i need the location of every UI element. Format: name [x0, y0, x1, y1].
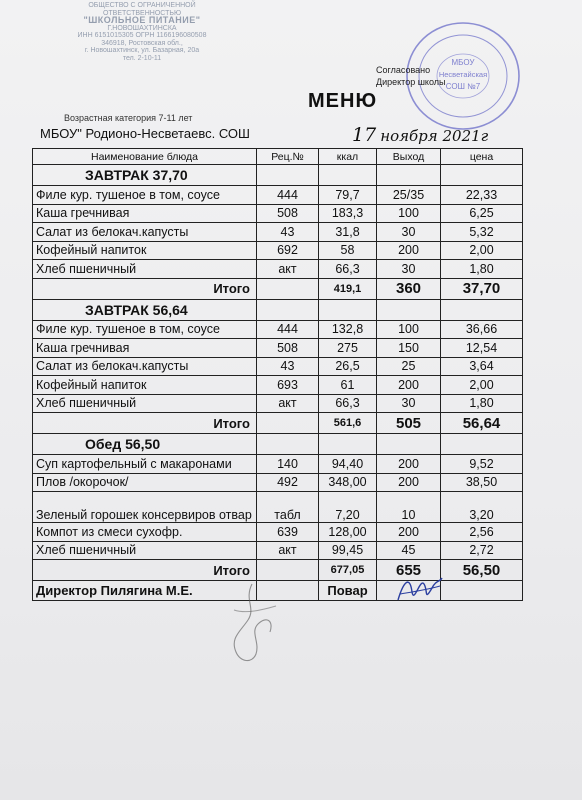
portion-value: 30	[377, 394, 441, 413]
portion-value: 25	[377, 357, 441, 376]
stamp-line: 346918, Ростовская обл.,	[101, 39, 183, 47]
section-title: Обед 56,50	[33, 434, 257, 455]
recipe-number: табл	[257, 492, 319, 523]
dish-name: Хлеб пшеничный	[33, 541, 257, 560]
dish-name: Хлеб пшеничный	[33, 394, 257, 413]
total-price: 56,64	[441, 413, 523, 434]
menu-item-row	[33, 523, 523, 542]
recipe-number: 444	[257, 320, 319, 339]
recipe-number: 43	[257, 357, 319, 376]
menu-item-row	[33, 241, 523, 260]
kcal-value: 128,00	[319, 523, 377, 542]
menu-item-row	[33, 473, 523, 492]
total-label: Итого	[33, 278, 257, 299]
recipe-number: 140	[257, 455, 319, 474]
school-name: МБОУ" Родионо-Несветаевс. СОШ	[40, 126, 250, 141]
table-header	[33, 149, 523, 165]
section-title: ЗАВТРАК 56,64	[33, 299, 257, 320]
portion-value: 200	[377, 523, 441, 542]
recipe-number: 43	[257, 223, 319, 242]
portion-value: 45	[377, 541, 441, 560]
kcal-value: 66,3	[319, 260, 377, 279]
dish-name: Кофейный напиток	[33, 376, 257, 395]
section-title: ЗАВТРАК 37,70	[33, 165, 257, 186]
total-price: 37,70	[441, 278, 523, 299]
breakfast1-section	[33, 165, 523, 300]
kcal-value: 58	[319, 241, 377, 260]
price-value: 38,50	[441, 473, 523, 492]
col-header: Выход	[377, 149, 441, 165]
price-value: 1,80	[441, 394, 523, 413]
price-value: 2,56	[441, 523, 523, 542]
recipe-number: 492	[257, 473, 319, 492]
kcal-value: 275	[319, 339, 377, 358]
cook-signature	[394, 570, 446, 610]
agreed-label: Согласовано	[376, 65, 431, 75]
total-portion: 360	[377, 278, 441, 299]
price-value: 12,54	[441, 339, 523, 358]
kcal-value: 132,8	[319, 320, 377, 339]
kcal-value: 348,00	[319, 473, 377, 492]
total-row	[33, 278, 523, 299]
recipe-number: акт	[257, 541, 319, 560]
col-header: Рец.№	[257, 149, 319, 165]
menu-item-row	[33, 186, 523, 205]
stamp-line: ИНН 6151015305 ОГРН 1166196080508	[77, 32, 207, 39]
dish-name: Зеленый горошек консервиров отвар	[33, 492, 257, 523]
kcal-value: 99,45	[319, 541, 377, 560]
price-value: 3,64	[441, 357, 523, 376]
organization-stamp	[52, 2, 232, 62]
kcal-value: 26,5	[319, 357, 377, 376]
recipe-number: 508	[257, 204, 319, 223]
recipe-number: 444	[257, 186, 319, 205]
recipe-number: 693	[257, 376, 319, 395]
total-portion: 655	[377, 560, 441, 581]
portion-value: 200	[377, 473, 441, 492]
menu-date	[352, 124, 488, 146]
menu-item-row	[33, 260, 523, 279]
director-label: Директор школы	[376, 77, 446, 87]
recipe-number: 639	[257, 523, 319, 542]
lunch-section	[33, 434, 523, 581]
age-category: Возрастная категория 7-11 лет	[64, 113, 193, 123]
portion-value: 200	[377, 241, 441, 260]
portion-value: 150	[377, 339, 441, 358]
price-value: 2,00	[441, 241, 523, 260]
menu-item-row	[33, 492, 523, 523]
portion-value: 30	[377, 260, 441, 279]
section-header	[33, 299, 523, 320]
kcal-value: 94,40	[319, 455, 377, 474]
total-row	[33, 413, 523, 434]
menu-item-row	[33, 394, 523, 413]
total-kcal: 561,6	[319, 413, 377, 434]
total-price: 56,50	[441, 560, 523, 581]
price-value: 2,72	[441, 541, 523, 560]
portion-value: 30	[377, 223, 441, 242]
director-signature	[222, 580, 282, 670]
menu-item-row	[33, 541, 523, 560]
seal-text: Несветайская	[438, 70, 488, 79]
dish-name: Филе кур. тушеное в том, соусе	[33, 186, 257, 205]
kcal-value: 61	[319, 376, 377, 395]
price-value: 1,80	[441, 260, 523, 279]
total-label: Итого	[33, 560, 257, 581]
dish-name: Каша гречнивая	[33, 339, 257, 358]
stamp-line: ОТВЕТСТВЕННОСТЬЮ	[102, 9, 182, 17]
page-title: МЕНЮ	[308, 90, 378, 112]
stamp-line: "ШКОЛЬНОЕ ПИТАНИЕ"	[83, 15, 201, 25]
dish-name: Кофейный напиток	[33, 241, 257, 260]
breakfast2-section	[33, 299, 523, 434]
stamp-line: Г.НОВОШАХТИНСКА	[107, 24, 177, 32]
dish-name: Компот из смеси сухофр.	[33, 523, 257, 542]
col-header: Наименование блюда	[33, 149, 257, 165]
recipe-number: акт	[257, 260, 319, 279]
portion-value: 100	[377, 320, 441, 339]
price-value: 3,20	[441, 492, 523, 523]
dish-name: Филе кур. тушеное в том, соусе	[33, 320, 257, 339]
section-header	[33, 165, 523, 186]
menu-item-row	[33, 223, 523, 242]
dish-name: Салат из белокач.капусты	[33, 223, 257, 242]
total-portion: 505	[377, 413, 441, 434]
portion-value: 200	[377, 376, 441, 395]
menu-item-row	[33, 320, 523, 339]
recipe-number: 692	[257, 241, 319, 260]
stamp-line: ОБЩЕСТВО С ОГРАНИЧЕННОЙ	[88, 2, 196, 9]
dish-name: Хлеб пшеничный	[33, 260, 257, 279]
date-rest: ноября 2021г	[380, 127, 489, 145]
dish-name: Салат из белокач.капусты	[33, 357, 257, 376]
total-label: Итого	[33, 413, 257, 434]
cook-label: Повар	[319, 581, 377, 601]
seal-text: СОШ №7	[445, 82, 481, 91]
col-header: ккал	[319, 149, 377, 165]
menu-item-row	[33, 376, 523, 395]
col-header: цена	[441, 149, 523, 165]
approval-block	[376, 64, 446, 88]
price-value: 36,66	[441, 320, 523, 339]
portion-value: 200	[377, 455, 441, 474]
seal-text: МБОУ	[451, 58, 475, 67]
dish-name: Плов /окорочок/	[33, 473, 257, 492]
stamp-line: г. Новошахтинск, ул. Базарная, 20а	[84, 47, 200, 54]
dish-name: Каша гречнивая	[33, 204, 257, 223]
menu-item-row	[33, 204, 523, 223]
kcal-value: 183,3	[319, 204, 377, 223]
price-value: 22,33	[441, 186, 523, 205]
portion-value: 100	[377, 204, 441, 223]
director-signature-label: Директор Пилягина М.Е.	[33, 581, 257, 601]
dish-name: Суп картофельный с макаронами	[33, 455, 257, 474]
recipe-number: 508	[257, 339, 319, 358]
price-value: 2,00	[441, 376, 523, 395]
total-row	[33, 560, 523, 581]
price-value: 6,25	[441, 204, 523, 223]
recipe-number: акт	[257, 394, 319, 413]
section-header	[33, 434, 523, 455]
stamp-line: тел. 2-10-11	[122, 54, 162, 62]
date-day: 17	[352, 124, 377, 146]
menu-item-row	[33, 339, 523, 358]
price-value: 5,32	[441, 223, 523, 242]
total-kcal: 419,1	[319, 278, 377, 299]
menu-item-row	[33, 455, 523, 474]
total-kcal: 677,05	[319, 560, 377, 581]
kcal-value: 31,8	[319, 223, 377, 242]
menu-item-row	[33, 357, 523, 376]
kcal-value: 66,3	[319, 394, 377, 413]
portion-value: 25/35	[377, 186, 441, 205]
portion-value: 10	[377, 492, 441, 523]
menu-table	[32, 148, 523, 601]
kcal-value: 7,20	[319, 492, 377, 523]
kcal-value: 79,7	[319, 186, 377, 205]
price-value: 9,52	[441, 455, 523, 474]
